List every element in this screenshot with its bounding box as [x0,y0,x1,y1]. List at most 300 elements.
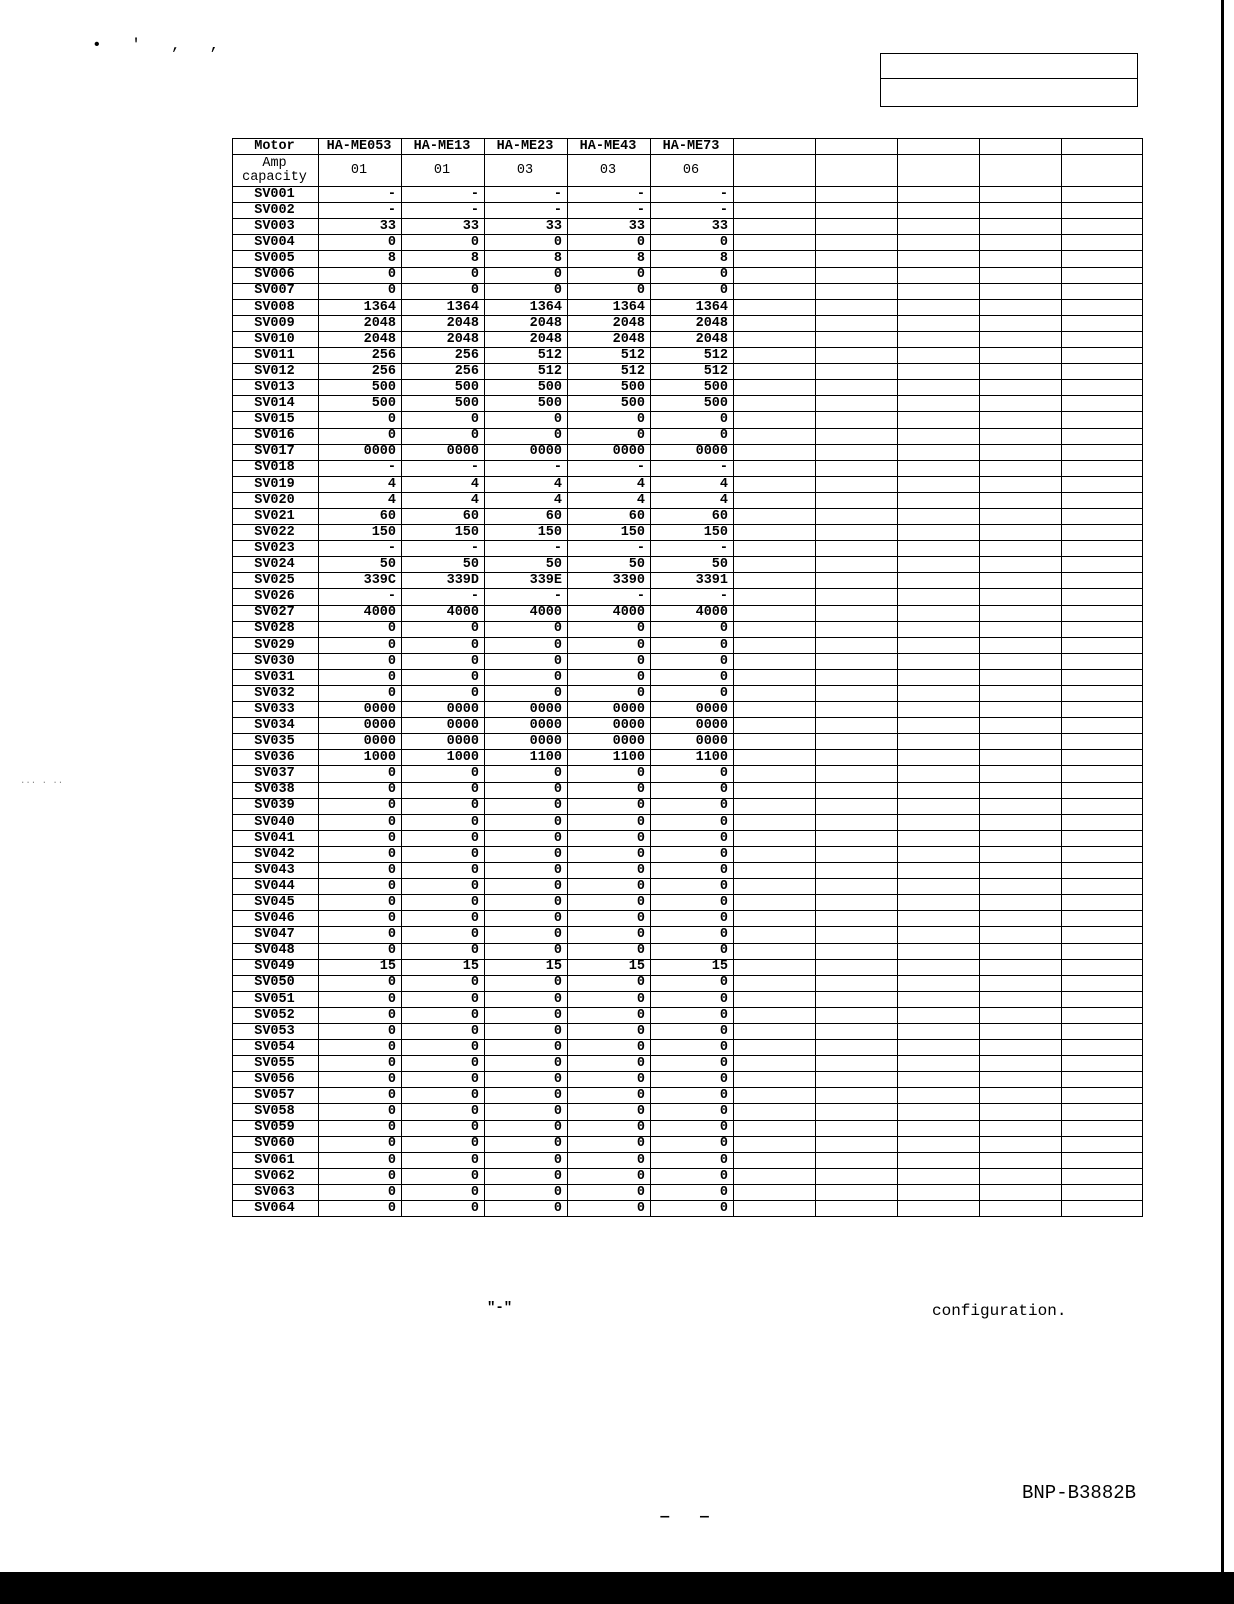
blank-cell [734,653,816,669]
blank-cell [734,846,816,862]
parameter-value: 0 [568,637,651,653]
blank-cell [816,605,898,621]
parameter-value: 0 [651,814,734,830]
blank-cell [980,331,1062,347]
parameter-value: 0 [402,267,485,283]
parameter-value: 2048 [319,315,402,331]
parameter-value: 0 [402,879,485,895]
blank-cell [734,718,816,734]
parameter-value: 60 [402,508,485,524]
table-row [233,814,1143,830]
amp-capacity-row [233,155,1143,187]
blank-cell [1062,364,1143,380]
table-row [233,975,1143,991]
parameter-value: - [485,203,568,219]
blank-cell [734,476,816,492]
table-row [233,573,1143,589]
parameter-name: SV042 [233,846,319,862]
blank-cell [816,492,898,508]
parameter-value: 0000 [319,718,402,734]
parameter-name: SV014 [233,396,319,412]
parameter-value: 0 [485,911,568,927]
parameter-value: 8 [402,251,485,267]
table-row [233,1136,1143,1152]
motor-header-label: Motor [233,139,319,155]
blank-cell [816,1088,898,1104]
parameter-value: 0 [651,879,734,895]
blank-cell [898,283,980,299]
blank-cell [734,943,816,959]
parameter-value: 0 [319,1136,402,1152]
parameter-value: 0 [402,798,485,814]
blank-cell [980,203,1062,219]
parameter-value: - [568,203,651,219]
blank-cell [1062,428,1143,444]
blank-cell [734,782,816,798]
table-row [233,1104,1143,1120]
table-row [233,1168,1143,1184]
blank-cell [816,621,898,637]
parameter-value: 0 [319,927,402,943]
parameter-value: 0 [319,1056,402,1072]
table-row [233,444,1143,460]
parameter-value: 0 [568,879,651,895]
parameter-value: - [319,187,402,203]
parameter-value: 150 [568,525,651,541]
parameter-value: 60 [485,508,568,524]
table-row [233,235,1143,251]
parameter-value: 0 [651,1120,734,1136]
parameter-value: - [485,187,568,203]
parameter-value: 0 [402,637,485,653]
parameter-name: SV022 [233,525,319,541]
parameter-value: 0 [402,428,485,444]
blank-cell [734,814,816,830]
parameter-value: 2048 [485,315,568,331]
parameter-value: 0 [402,283,485,299]
parameter-value: 0 [568,1072,651,1088]
blank-cell [816,879,898,895]
parameter-value: 0 [319,235,402,251]
parameter-value: 0 [402,1120,485,1136]
parameter-value: 0 [402,1023,485,1039]
parameter-value: 0000 [485,702,568,718]
parameter-value: 0 [319,830,402,846]
blank-cell [980,299,1062,315]
blank-cell [898,750,980,766]
blank-cell [980,1184,1062,1200]
blank-cell [1062,380,1143,396]
parameter-name: SV056 [233,1072,319,1088]
blank-cell [816,315,898,331]
blank-cell [898,155,980,187]
table-row [233,203,1143,219]
table-row [233,412,1143,428]
blank-cell [1062,1088,1143,1104]
blank-cell [980,927,1062,943]
parameter-value: 0 [402,1056,485,1072]
parameter-value: 0 [402,1007,485,1023]
parameter-value: 0 [568,686,651,702]
parameter-name: SV012 [233,364,319,380]
blank-cell [898,911,980,927]
blank-cell [980,460,1062,476]
parameter-name: SV050 [233,975,319,991]
blank-cell [734,573,816,589]
blank-cell [980,846,1062,862]
parameter-value: 0 [402,1184,485,1200]
parameter-value: 0 [485,1007,568,1023]
blank-cell [1062,734,1143,750]
blank-cell [816,927,898,943]
parameter-value: 500 [485,396,568,412]
blank-cell [1062,879,1143,895]
blank-cell [816,155,898,187]
parameter-value: 0 [568,991,651,1007]
blank-cell [1062,718,1143,734]
parameter-value: 0 [485,879,568,895]
blank-cell [1062,299,1143,315]
parameter-value: 50 [651,557,734,573]
parameter-value: 0 [651,1184,734,1200]
parameter-name: SV010 [233,331,319,347]
parameter-value: 0 [485,1136,568,1152]
parameter-value: 0 [568,1136,651,1152]
blank-cell [1062,155,1143,187]
parameter-name: SV020 [233,492,319,508]
blank-cell [980,219,1062,235]
parameter-value: 4 [651,476,734,492]
blank-cell [980,669,1062,685]
parameter-value: 0 [319,991,402,1007]
parameter-name: SV025 [233,573,319,589]
blank-cell [1062,219,1143,235]
blank-cell [980,686,1062,702]
blank-cell [898,364,980,380]
blank-cell [898,1168,980,1184]
blank-cell [898,251,980,267]
parameter-value: 60 [568,508,651,524]
parameter-name: SV063 [233,1184,319,1200]
parameter-value: 256 [319,348,402,364]
blank-cell [980,1007,1062,1023]
blank-cell [980,830,1062,846]
table-row [233,1120,1143,1136]
blank-cell [980,1072,1062,1088]
table-row [233,846,1143,862]
blank-cell [734,396,816,412]
blank-cell [734,380,816,396]
blank-cell [816,846,898,862]
blank-cell [816,1152,898,1168]
parameter-value: 0 [402,911,485,927]
parameter-value: 0 [568,1104,651,1120]
parameter-value: 0 [568,846,651,862]
parameter-value: 3390 [568,573,651,589]
blank-cell [980,251,1062,267]
parameter-value: 2048 [651,331,734,347]
parameter-name: SV057 [233,1088,319,1104]
blank-cell [734,959,816,975]
blank-cell [898,557,980,573]
blank-cell [898,541,980,557]
table-row [233,428,1143,444]
blank-cell [734,589,816,605]
parameter-value: 0 [651,975,734,991]
parameter-value: 4 [402,492,485,508]
parameter-value: 0 [651,830,734,846]
parameter-value: 0000 [485,734,568,750]
table-row [233,1201,1143,1217]
parameter-value: 0000 [651,444,734,460]
parameter-value: 0 [485,1120,568,1136]
parameter-name: SV018 [233,460,319,476]
parameter-value: 4000 [402,605,485,621]
configuration-note: configuration. [932,1302,1067,1320]
parameter-value: 4 [568,492,651,508]
blank-cell [898,1007,980,1023]
blank-cell [1062,203,1143,219]
table-row [233,557,1143,573]
parameter-value: 0 [485,1023,568,1039]
blank-cell [816,653,898,669]
blank-cell [1062,235,1143,251]
parameter-table [232,138,1143,1217]
blank-cell [734,251,816,267]
blank-cell [898,975,980,991]
parameter-value: 0 [319,766,402,782]
blank-cell [816,1136,898,1152]
blank-cell [816,251,898,267]
parameter-value: 0 [485,830,568,846]
parameter-value: - [568,541,651,557]
amp-capacity-0: 01 [319,155,402,187]
parameter-value: 0 [485,1088,568,1104]
blank-cell [1062,396,1143,412]
parameter-value: 0 [402,846,485,862]
blank-cell [898,219,980,235]
parameter-value: 0 [651,766,734,782]
parameter-value: 0 [651,283,734,299]
parameter-value: 15 [319,959,402,975]
table-row [233,331,1143,347]
blank-cell [816,283,898,299]
blank-cell [734,428,816,444]
blank-cell [816,734,898,750]
blank-cell [734,702,816,718]
blank-cell [816,1104,898,1120]
parameter-value: 0 [402,991,485,1007]
parameter-value: 0 [568,1168,651,1184]
blank-cell [1062,573,1143,589]
table-row [233,219,1143,235]
parameter-value: 0 [485,267,568,283]
blank-cell [898,573,980,589]
parameter-value: 4000 [651,605,734,621]
parameter-value: 0 [485,863,568,879]
blank-cell [734,139,816,155]
parameter-name: SV001 [233,187,319,203]
parameter-value: 15 [485,959,568,975]
blank-cell [898,348,980,364]
parameter-value: 0 [651,1023,734,1039]
parameter-value: 0 [568,1120,651,1136]
parameter-value: 0 [485,1168,568,1184]
table-row [233,766,1143,782]
blank-cell [898,653,980,669]
parameter-value: - [319,460,402,476]
blank-cell [816,750,898,766]
blank-cell [734,766,816,782]
parameter-value: 0 [568,653,651,669]
blank-cell [980,750,1062,766]
blank-cell [816,637,898,653]
blank-cell [898,846,980,862]
blank-cell [980,895,1062,911]
parameter-value: 0 [651,686,734,702]
parameter-value: 0 [485,1104,568,1120]
blank-cell [816,1007,898,1023]
parameter-value: 0 [651,621,734,637]
blank-cell [980,1056,1062,1072]
blank-cell [734,267,816,283]
parameter-value: 33 [651,219,734,235]
parameter-value: 0 [319,637,402,653]
blank-cell [816,203,898,219]
parameter-name: SV041 [233,830,319,846]
blank-cell [980,508,1062,524]
table-row [233,187,1143,203]
parameter-value: 0000 [568,702,651,718]
blank-cell [980,412,1062,428]
blank-cell [1062,460,1143,476]
parameter-value: 50 [319,557,402,573]
table-row [233,927,1143,943]
blank-cell [1062,1184,1143,1200]
parameter-value: 150 [319,525,402,541]
parameter-value: 1100 [651,750,734,766]
parameter-value: - [319,541,402,557]
parameter-value: 1364 [568,299,651,315]
parameter-value: 0 [485,669,568,685]
parameter-value: 0 [402,814,485,830]
parameter-value: 0 [568,1007,651,1023]
blank-cell [898,830,980,846]
blank-cell [1062,187,1143,203]
parameter-name: SV061 [233,1152,319,1168]
blank-cell [816,975,898,991]
blank-cell [734,299,816,315]
blank-cell [980,814,1062,830]
parameter-value: 4 [319,492,402,508]
parameter-value: 512 [485,364,568,380]
parameter-name: SV028 [233,621,319,637]
blank-cell [1062,605,1143,621]
blank-cell [980,653,1062,669]
table-row [233,959,1143,975]
blank-cell [898,508,980,524]
parameter-name: SV030 [233,653,319,669]
parameter-value: 0 [319,975,402,991]
blank-cell [816,911,898,927]
blank-cell [1062,1201,1143,1217]
blank-cell [1062,1040,1143,1056]
table-row [233,396,1143,412]
blank-cell [980,573,1062,589]
blank-cell [734,235,816,251]
parameter-value: 0 [485,412,568,428]
parameter-value: 0 [485,943,568,959]
blank-cell [898,959,980,975]
blank-cell [898,396,980,412]
parameter-value: - [402,460,485,476]
blank-cell [734,1136,816,1152]
parameter-value: 500 [319,380,402,396]
parameter-value: 0 [651,1056,734,1072]
table-row [233,1152,1143,1168]
table-row [233,653,1143,669]
parameter-value: 0 [402,621,485,637]
parameter-value: 0 [319,1201,402,1217]
blank-cell [1062,525,1143,541]
parameter-value: 339C [319,573,402,589]
blank-cell [816,1056,898,1072]
blank-cell [1062,830,1143,846]
table-row [233,798,1143,814]
parameter-value: 0 [319,669,402,685]
table-row [233,1088,1143,1104]
parameter-value: 0 [402,412,485,428]
table-row [233,460,1143,476]
blank-cell [980,428,1062,444]
parameter-name: SV055 [233,1056,319,1072]
blank-cell [898,1088,980,1104]
motor-header-1: HA-ME13 [402,139,485,155]
parameter-value: 0 [485,1201,568,1217]
blank-cell [1062,267,1143,283]
parameter-value: 150 [402,525,485,541]
blank-cell [898,139,980,155]
blank-cell [898,525,980,541]
parameter-name: SV016 [233,428,319,444]
parameter-value: 0 [319,1088,402,1104]
parameter-value: 33 [568,219,651,235]
blank-cell [898,428,980,444]
motor-header-4: HA-ME73 [651,139,734,155]
table-row [233,830,1143,846]
table-row [233,492,1143,508]
table-row [233,1007,1143,1023]
parameter-value: 0 [402,863,485,879]
blank-cell [898,1152,980,1168]
blank-cell [734,460,816,476]
blank-cell [734,1023,816,1039]
parameter-value: 0 [402,766,485,782]
parameter-value: 512 [651,364,734,380]
parameter-value: 0 [319,943,402,959]
parameter-name: SV013 [233,380,319,396]
blank-cell [898,492,980,508]
parameter-name: SV026 [233,589,319,605]
blank-cell [1062,1056,1143,1072]
blank-cell [1062,750,1143,766]
blank-cell [816,1184,898,1200]
parameter-value: 0 [568,1184,651,1200]
amp-capacity-4: 06 [651,155,734,187]
table-row [233,1040,1143,1056]
blank-cell [816,476,898,492]
parameter-value: 0 [485,782,568,798]
